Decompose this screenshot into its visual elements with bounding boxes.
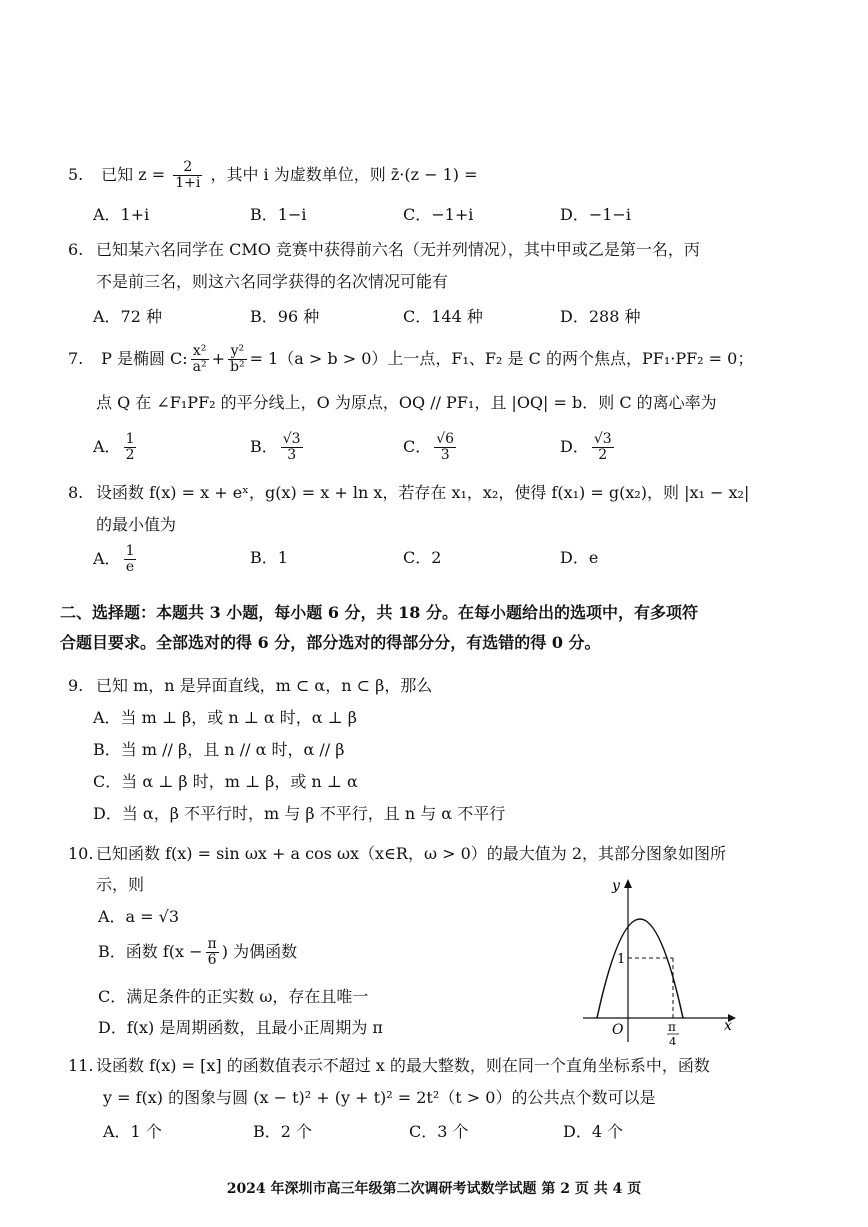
question-11 [68, 1052, 758, 1080]
page-footer: 2024 年深圳市高三年级第二次调研考试数学试题 第 2 页 共 4 页 [226, 1181, 642, 1197]
question-9 [68, 672, 758, 700]
question-10 [68, 840, 758, 868]
option-b: B． $\frac{√3}{3}$ [250, 431, 301, 463]
question-11-line2: y = f(x) 的图象与圆 (x − t)² + (y + t)² = 2t²（t > 0）的公共点个数可以是 [103, 1088, 656, 1107]
origin-label: O [612, 1022, 624, 1038]
option-d: D．e [560, 548, 599, 567]
option-a: A．72 种 [93, 307, 163, 326]
option-b: B．函数 f(x − $\frac{\pi}{6}$ ) 为偶函数 [98, 936, 298, 968]
fraction: $\frac{2}{1+i}$ [175, 159, 201, 191]
fraction: $\frac{\text{x²}}{\text{a²}}$ [192, 343, 207, 375]
question-number: 9. [68, 676, 84, 695]
question-number: 5. [68, 165, 84, 184]
question-6 [68, 236, 758, 264]
option-c: C．2 [403, 548, 442, 567]
question-5 [68, 160, 758, 191]
option-a: A． $\frac{1}{2}$ [93, 431, 135, 463]
question-8-line2: 的最小值为 [96, 515, 177, 534]
one-label: 1 [617, 952, 626, 967]
question-number: 6. [68, 240, 84, 259]
option-b: B．1 [250, 548, 288, 567]
option-c: C．3 个 [409, 1122, 469, 1141]
question-6-line2: 不是前三名，则这六名同学获得的名次情况可能有 [96, 272, 449, 291]
options-q7 [93, 432, 753, 466]
option-d: D．−1−i [560, 205, 631, 224]
question-stem: 已知 m，n 是异面直线，m ⊂ α，n ⊂ β，那么 [96, 676, 433, 695]
tick-label-pi: π [668, 1020, 676, 1034]
option-d: D．f(x) 是周期函数，且最小正周期为 π [98, 1018, 383, 1037]
options-q6 [93, 303, 753, 331]
question-8 [68, 479, 758, 507]
sine-curve [597, 919, 683, 1018]
option-c: C．144 种 [403, 307, 483, 326]
option-c: C． $\frac{√6}{3}$ [403, 431, 455, 463]
option-b: B．96 种 [250, 307, 320, 326]
option-c: C．当 α ⊥ β 时，m ⊥ β，或 n ⊥ α [93, 772, 358, 791]
question-stem: 设函数 f(x) = [x] 的函数值表示不超过 x 的最大整数，则在同一个直角坐标系中，函数 [96, 1056, 710, 1075]
option-d: D．4 个 [563, 1122, 624, 1141]
question-number: 11. [68, 1056, 94, 1075]
option-d: D． $\frac{√3}{2}$ [560, 431, 612, 463]
function-graph [578, 870, 748, 1045]
question-10-line2: 示，则 [96, 875, 145, 894]
option-a: A．a = √3 [98, 907, 180, 926]
question-stem: 已知函数 f(x) = sin ωx + a cos ωx（x∈R，ω > 0）的最大值为 2，其部分图象如图所 [96, 844, 727, 863]
y-axis-label: y [612, 878, 620, 894]
question-number: 7. [68, 349, 84, 368]
option-c: C．满足条件的正实数 ω，存在且唯一 [98, 987, 369, 1006]
option-b: B．当 m // β，且 n // α 时，α // β [93, 740, 345, 759]
option-a: A． $\frac{1}{e}$ [93, 543, 135, 575]
question-7-line2: 点 Q 在 ∠F₁PF₂ 的平分线上，O 为原点，OQ // PF₁，且 |OQ| = b．则 C 的离心率为 [96, 393, 717, 412]
option-c: C．−1+i [403, 205, 474, 224]
tick-label-4: 4 [669, 1035, 677, 1045]
options-q5 [93, 201, 753, 229]
option-d: D．288 种 [560, 307, 641, 326]
question-number: 8. [68, 483, 84, 502]
options-q11 [103, 1118, 763, 1146]
section-heading: 二、选择题：本题共 3 小题，每小题 6 分，共 18 分。在每小题给出的选项中，有多项符 合题目要求。全部选对的得 6 分，部分选对的得部分分，有选错的得 0 分。 [60, 603, 698, 652]
x-axis-label: x [724, 1018, 732, 1034]
option-b: B．1−i [250, 205, 307, 224]
y-axis-arrow [624, 879, 632, 888]
question-stem: 设函数 f(x) = x + eˣ，g(x) = x + ln x，若存在 x₁，x₂，使得 f(x₁) = g(x₂)，则 |x₁ − x₂| [96, 483, 750, 502]
option-d: D．当 α，β 不平行时，m 与 β 不平行，且 n 与 α 不平行 [93, 804, 506, 823]
question-stem: 已知 z = $\frac{2}{1+i}$ ，其中 i 为虚数单位，则 z̄·(z − 1) = [101, 159, 478, 191]
option-a: A．1+i [93, 205, 150, 224]
question-stem: 已知某六名同学在 CMO 竞赛中获得前六名（无并列情况），其中甲或乙是第一名，丙 [96, 240, 700, 259]
question-7: 7. P 是椭圆 C: $\frac{\text{x²}}{\text{a²}}$ + $\frac{\text{y²}}{\text{b²}}$ = 1（a > b > 0）上一点，F₁、F₂ 是 C 的两个焦点，PF₁·PF₂ = 0； [68, 343, 754, 375]
option-a: A．1 个 [103, 1122, 162, 1141]
fraction: $\frac{\text{y²}}{\text{b²}}$ [230, 343, 245, 375]
question-number: 10. [68, 844, 94, 863]
option-b: B．2 个 [253, 1122, 313, 1141]
option-a: A．当 m ⊥ β，或 n ⊥ α 时，α ⊥ β [93, 708, 358, 727]
options-q8 [93, 544, 753, 578]
